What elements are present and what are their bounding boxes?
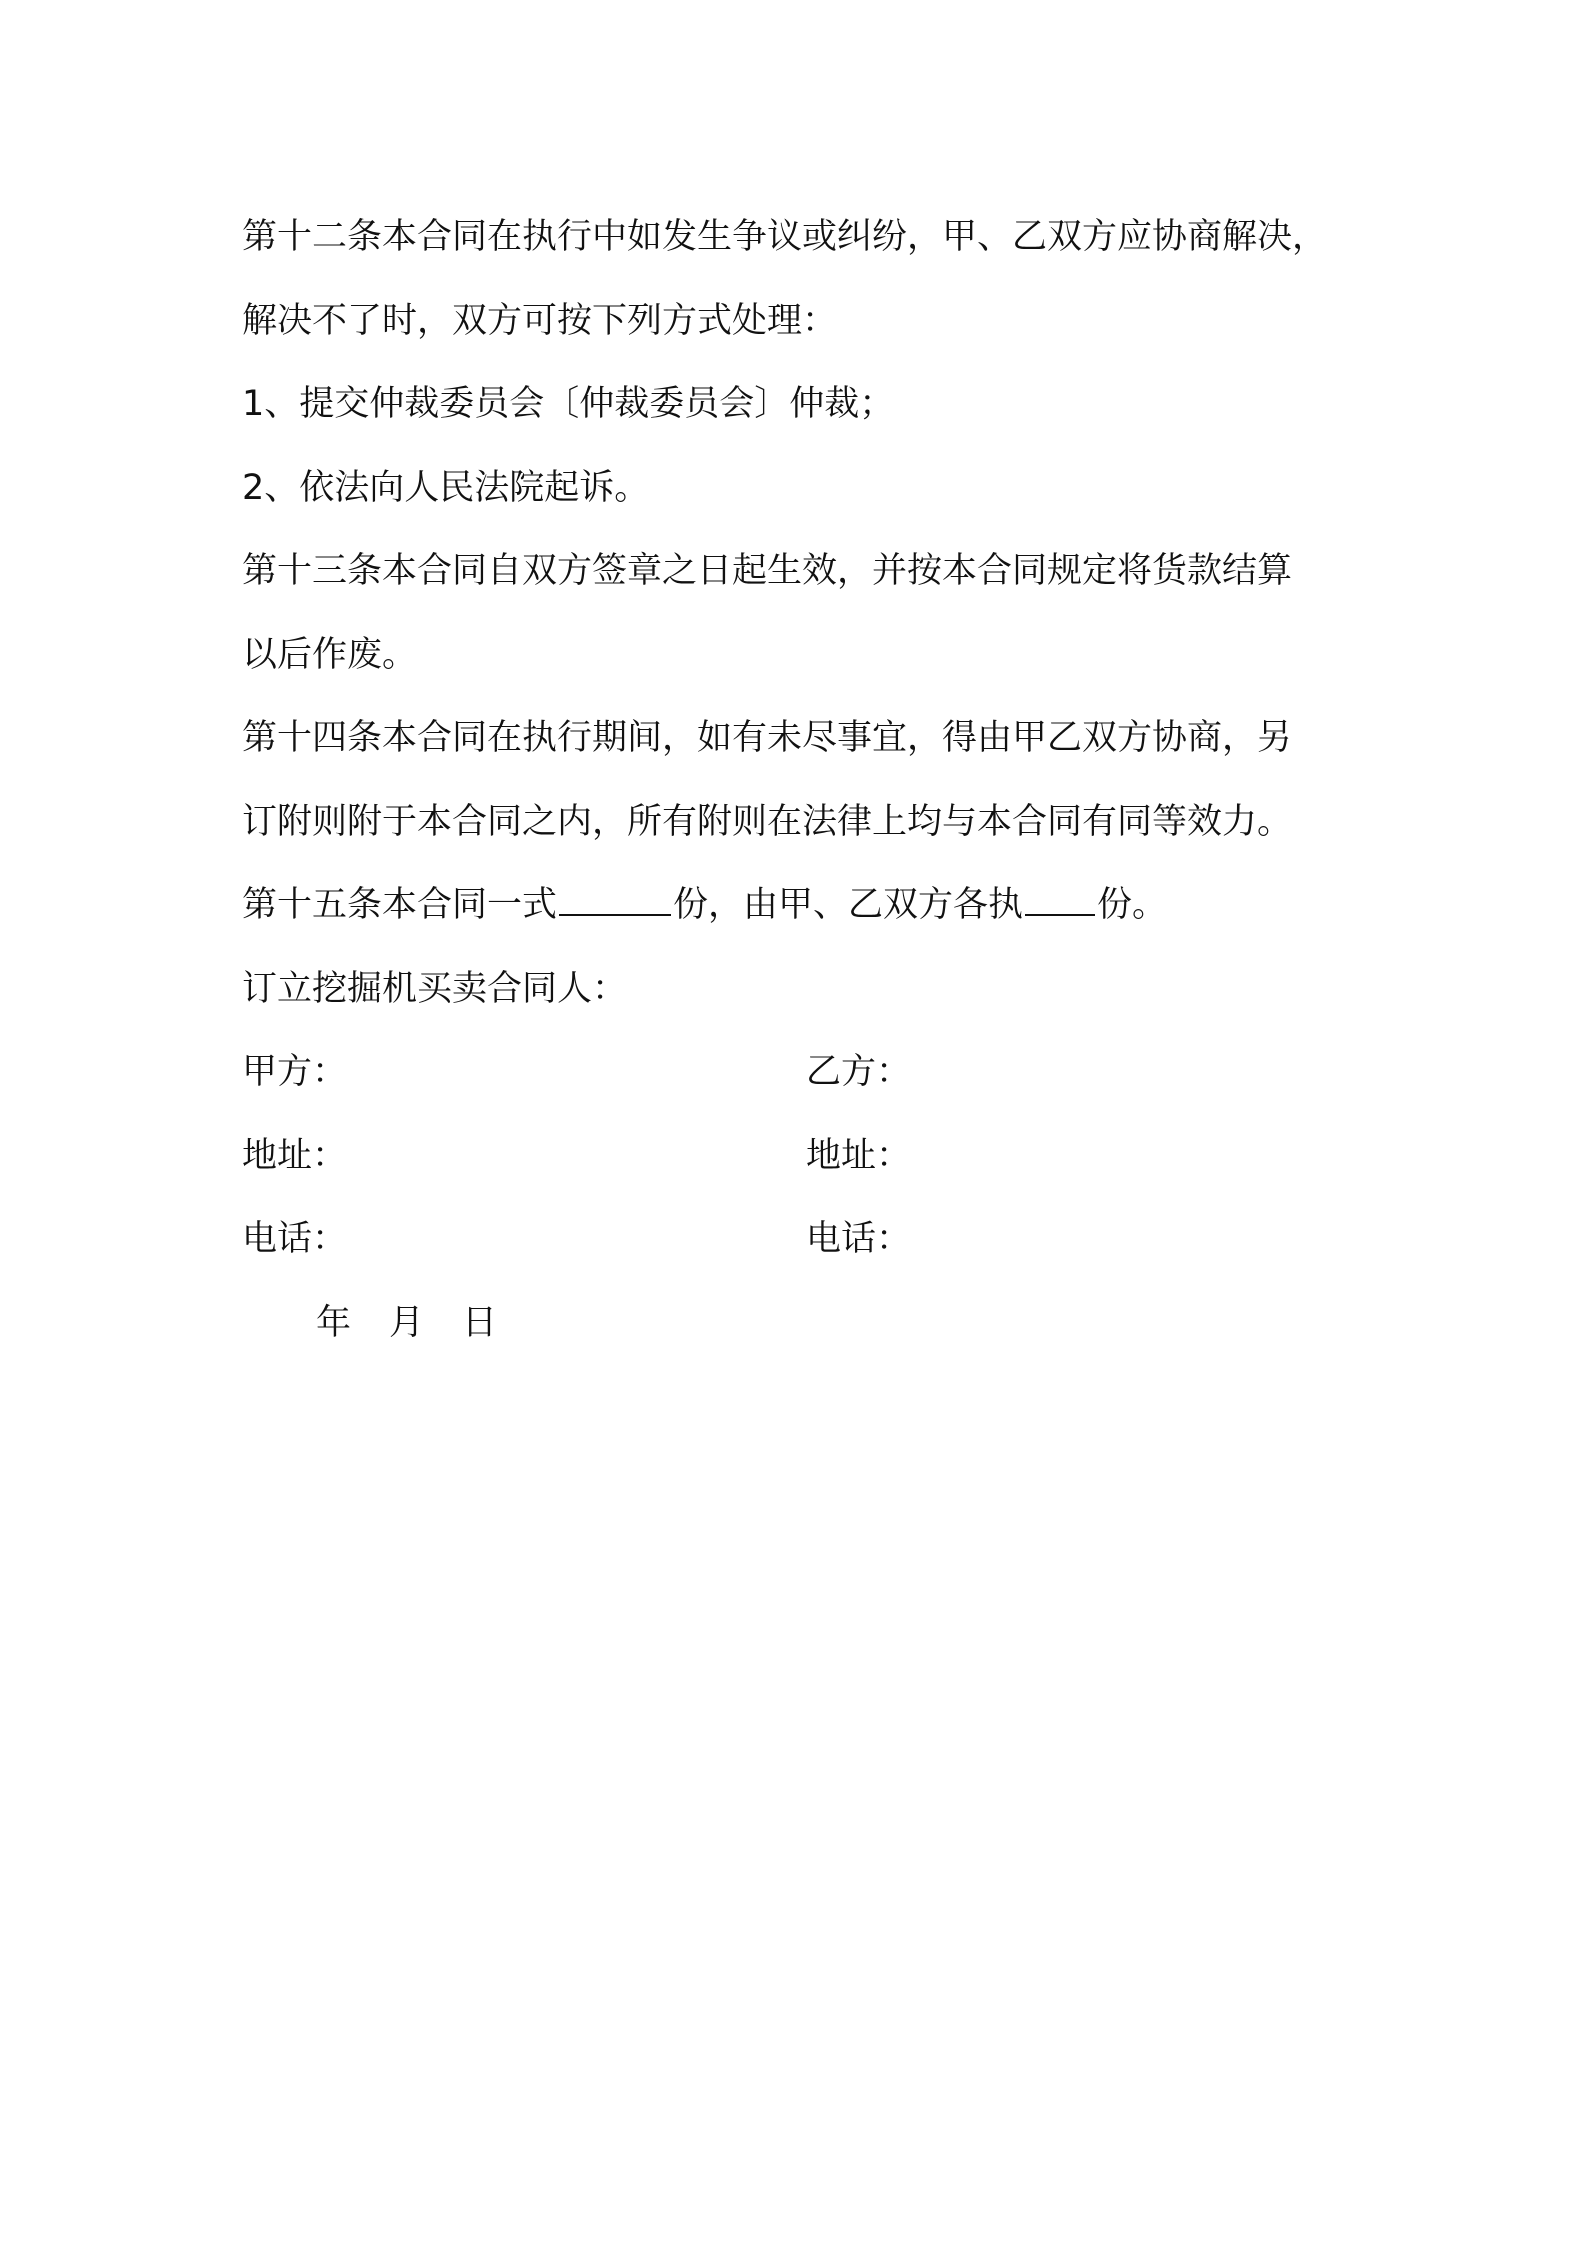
document-body [242,196,1362,1365]
phone-a-label: 电话： [242,1219,348,1259]
phone-b-label: 电话： [806,1219,912,1259]
date-year: 年 [316,1302,352,1343]
party-a-label: 甲方： [242,1052,348,1092]
clause-15-part-3: 份。 [1097,885,1168,925]
copies-total-blank [559,884,671,916]
clause-12-line-1: 第十二条本合同在执行中如发生争议或纠纷，甲、乙双方应协商解决， [242,217,1328,257]
address-row [242,1115,1362,1199]
clause-13-line-2: 以后作废。 [242,634,418,675]
party-b-label: 乙方： [806,1052,912,1092]
clause-12-item-2: 2、依法向人民法院起诉。 [242,467,650,508]
clause-12-line-2: 解决不了时，双方可按下列方式处理： [242,300,838,341]
clause-15-part-1: 第十五条本合同一式 [242,885,558,925]
address-a-label: 地址： [242,1135,348,1176]
signatories-heading: 订立挖掘机买卖合同人： [242,968,628,1009]
phone-row [242,1198,1362,1282]
date-day: 日 [462,1302,498,1343]
address-b-label: 地址： [806,1135,912,1176]
clause-15 [242,864,1362,948]
clause-13-line-1: 第十三条本合同自双方签章之日起生效，并按本合同规定将货款结算 [242,551,1293,591]
clause-12-item-1: 1、提交仲裁委员会〔仲裁委员会〕仲裁； [242,384,895,424]
party-row [242,1031,1362,1115]
date-month: 月 [389,1302,425,1343]
copies-each-blank [1025,884,1095,916]
date-line [242,1282,1362,1366]
clause-15-part-2: 份，由甲、乙双方各执 [673,885,1024,925]
clause-14-line-2: 订附则附于本合同之内，所有附则在法律上均与本合同有同等效力。 [242,801,1293,842]
clause-14-line-1: 第十四条本合同在执行期间，如有未尽事宜，得由甲乙双方协商，另 [242,718,1293,758]
